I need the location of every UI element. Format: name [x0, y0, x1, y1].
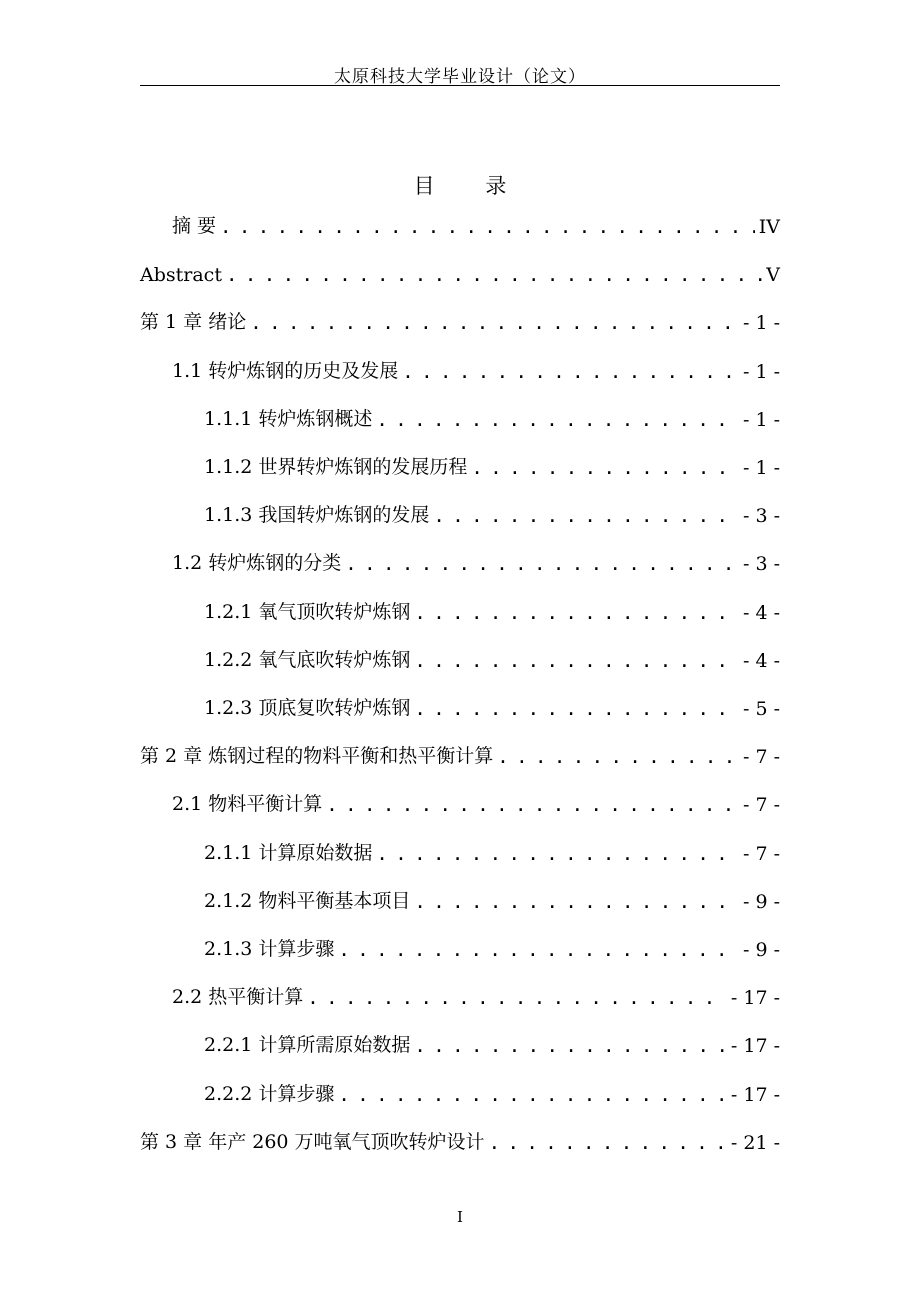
toc-entry-label: 2.2.2 计算步骤 [204, 1082, 335, 1105]
toc-entry-page: - 17 - [730, 1035, 780, 1058]
toc-entry[interactable] [172, 353, 780, 383]
toc-entry-label: Abstract [140, 264, 222, 287]
toc-entry-page: - 9 - [742, 939, 780, 961]
toc-leader-dots [345, 553, 739, 575]
toc-leader-dots [376, 409, 739, 431]
toc-entry[interactable] [204, 449, 780, 479]
toc-leader-dots [220, 216, 755, 238]
toc-leader-dots [414, 698, 739, 720]
toc-entry[interactable] [140, 256, 780, 286]
toc-leader-dots [414, 1035, 727, 1057]
toc-entry[interactable] [204, 594, 780, 624]
toc-leader-dots [497, 746, 739, 768]
toc-leader-dots [307, 987, 727, 1009]
toc-leader-dots [414, 650, 739, 672]
toc-entry-label: 1.2.2 氧气底吹转炉炼钢 [204, 648, 411, 671]
toc-entry-page: - 7 - [742, 794, 780, 817]
toc-leader-dots [471, 457, 739, 479]
toc-entry-page: - 4 - [742, 649, 780, 672]
toc-title: 目 录 [413, 174, 529, 198]
toc-entry-page: IV [758, 216, 780, 238]
toc-entry-label: 2.1 物料平衡计算 [172, 793, 323, 816]
toc-entry[interactable] [204, 931, 780, 961]
header-title: 太原科技大学毕业设计（论文） [334, 67, 586, 87]
toc-entry[interactable] [204, 835, 780, 865]
toc-entry-page: - 5 - [742, 698, 780, 720]
toc-entry[interactable] [172, 979, 780, 1009]
toc-leader-dots [250, 312, 739, 334]
toc-entry-page: - 1 - [742, 457, 780, 479]
toc-entry-label: 第 2 章 炼钢过程的物料平衡和热平衡计算 [140, 745, 494, 768]
toc-entry-label: 1.1.1 转炉炼钢概述 [204, 407, 373, 430]
toc-entry-page: - 17 - [730, 1083, 780, 1106]
toc-entry[interactable] [140, 304, 780, 334]
toc-entry-page: V [766, 264, 780, 287]
toc-entry-label: 2.2.1 计算所需原始数据 [204, 1034, 411, 1057]
toc-leader-dots [433, 505, 739, 527]
toc-entry[interactable] [140, 1124, 780, 1154]
toc-entry-label: 1.2 转炉炼钢的分类 [172, 552, 342, 575]
toc-leader-dots [338, 939, 739, 961]
toc-entry-page: - 3 - [742, 505, 780, 528]
toc-leader-dots [489, 1132, 727, 1154]
toc-entry-page: - 9 - [742, 890, 780, 913]
toc-entry-page: - 7 - [742, 746, 780, 769]
toc-entry-page: - 17 - [730, 987, 780, 1010]
toc-entry[interactable] [204, 401, 780, 431]
toc-entry-page: - 7 - [742, 842, 780, 865]
toc-leader-dots [338, 1084, 727, 1106]
toc-entry[interactable] [204, 642, 780, 672]
toc-entry-label: 1.2.1 氧气顶吹转炉炼钢 [204, 600, 411, 623]
toc-entry[interactable] [204, 1027, 780, 1057]
toc-entry-label: 1.2.3 顶底复吹转炉炼钢 [204, 697, 411, 719]
toc-entry[interactable] [204, 1076, 780, 1106]
toc-entry[interactable] [172, 208, 780, 238]
toc-leader-dots [326, 794, 739, 816]
toc-entry-page: - 1 - [742, 360, 780, 383]
toc-entry-page: - 1 - [742, 312, 780, 335]
toc-entry-label: 2.1.2 物料平衡基本项目 [204, 889, 411, 912]
toc-entry-label: 1.1 转炉炼钢的历史及发展 [172, 359, 399, 382]
toc-entry[interactable] [172, 786, 780, 816]
toc-entry-page: - 1 - [742, 408, 780, 431]
toc-entry-label: 1.1.2 世界转炉炼钢的发展历程 [204, 456, 468, 478]
toc-entry[interactable] [204, 690, 780, 720]
toc-entry-page: - 3 - [742, 553, 780, 576]
toc-entry[interactable] [140, 738, 780, 768]
header-rule [140, 85, 780, 86]
toc-entry[interactable] [172, 545, 780, 575]
toc-leader-dots [226, 264, 762, 286]
toc-entry-label: 2.2 热平衡计算 [172, 986, 304, 1009]
toc-entry-page: - 4 - [742, 601, 780, 624]
toc-leader-dots [402, 361, 739, 383]
toc-leader-dots [414, 602, 739, 624]
toc-entry[interactable] [204, 883, 780, 913]
toc-entry-label: 2.1.3 计算步骤 [204, 938, 335, 960]
toc-entry-label: 第 3 章 年产 260 万吨氧气顶吹转炉设计 [140, 1130, 485, 1153]
page-number: I [457, 1208, 463, 1226]
toc-entry-label: 摘 要 [172, 215, 217, 237]
toc-leader-dots [414, 891, 739, 913]
toc-entry-page: - 21 - [730, 1131, 780, 1154]
toc-entry[interactable] [204, 497, 780, 527]
toc-entry-label: 2.1.1 计算原始数据 [204, 841, 373, 864]
toc-entry-label: 第 1 章 绪论 [140, 311, 247, 334]
toc-leader-dots [376, 843, 739, 865]
toc-entry-label: 1.1.3 我国转炉炼钢的发展 [204, 504, 430, 527]
